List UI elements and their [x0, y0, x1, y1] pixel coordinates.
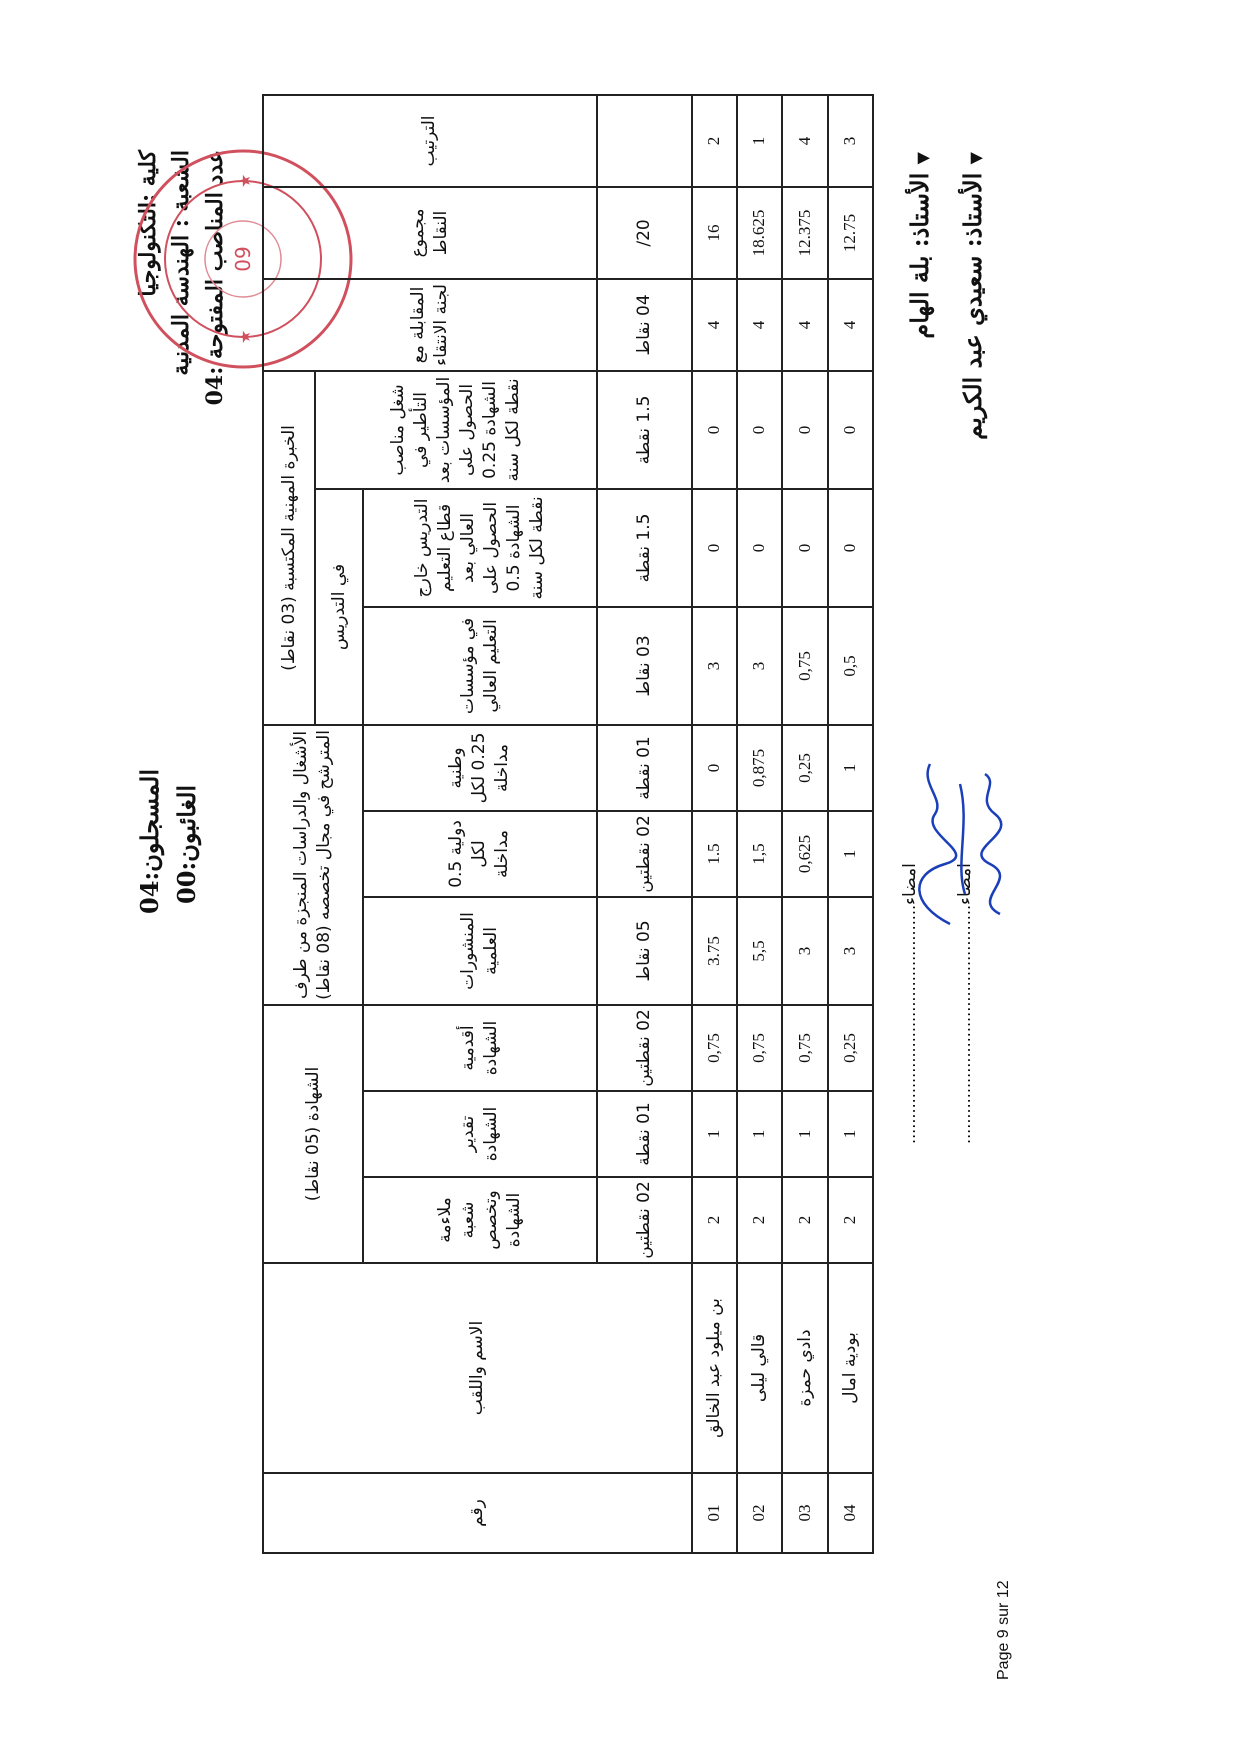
header-exp-position: شغل مناصب التأطير في المؤسسات بعد الحصول على الشهادة 0.25 نقطة لكل سنة	[315, 371, 596, 489]
cell-name: قالي ليلى	[737, 1263, 782, 1473]
header-international: دولية 0.5 لكل مداخلة	[363, 811, 597, 897]
table-row	[692, 95, 737, 1553]
dotted-line: ...............................................	[955, 904, 974, 1144]
cell-national: 0,875	[737, 725, 782, 811]
max-interview: 04 نقاط	[597, 279, 692, 371]
page-number: Page 9 sur 12	[995, 1580, 1012, 1680]
professor-2	[958, 152, 987, 440]
header-exp-outside: التدريس خارج قطاع التعليم العالي بعد الحصول على الشهادة 0.5 نقطة لكل سنة	[363, 489, 597, 607]
cell-exp-higher: 0,75	[782, 607, 827, 725]
registered-label: المسجلون:04	[135, 769, 164, 914]
signature-2	[950, 764, 1040, 924]
cell-exp-outside: 0	[737, 489, 782, 607]
cell-interview: 4	[692, 279, 737, 371]
max-exp-outside: 1.5 نقطة	[597, 489, 692, 607]
header-name: الاسم واللقب	[263, 1263, 692, 1473]
cell-name: دادي حمزة	[782, 1263, 827, 1473]
cell-exp-higher: 3	[737, 607, 782, 725]
cell-total: 12.375	[782, 187, 827, 279]
header-works-group: الأشغال والدراسات المنجزة من طرف المترشح في مجال تخصصه (08 نقاط)	[263, 725, 363, 1005]
cell-grade: 1	[828, 1091, 873, 1177]
max-exp-higher: 03 نقاط	[597, 607, 692, 725]
cell-num: 03	[782, 1473, 827, 1553]
cell-exp-higher: 3	[692, 607, 737, 725]
cell-international: 1	[828, 811, 873, 897]
max-exp-position: 1.5 نقطة	[597, 371, 692, 489]
cell-rank: 4	[782, 95, 827, 187]
svg-text:★: ★	[235, 173, 254, 188]
cell-num: 01	[692, 1473, 737, 1553]
professor-2-name: الأستاذ: سعيدي عبد الكريم	[958, 172, 987, 440]
header-publications: المنشورات العلمية	[363, 897, 597, 1005]
absent-label: الغائبون:00	[172, 784, 201, 904]
svg-text:★: ★	[235, 329, 254, 344]
cell-interview: 4	[828, 279, 873, 371]
cell-fit: 2	[782, 1177, 827, 1263]
table-row	[782, 95, 827, 1553]
max-fit: 02 نقطتين	[597, 1177, 692, 1263]
sign-label: امضاء	[900, 863, 920, 905]
cell-exp-position: 0	[782, 371, 827, 489]
cell-rank: 1	[737, 95, 782, 187]
max-international: 02 نقطتين	[597, 811, 692, 897]
cell-grade: 1	[692, 1091, 737, 1177]
svg-text:09: 09	[231, 246, 255, 272]
bullet-icon: ▼	[966, 152, 985, 165]
cell-exp-position: 0	[692, 371, 737, 489]
max-seniority: 02 نقطتين	[597, 1005, 692, 1091]
cell-national: 0,25	[782, 725, 827, 811]
positions-label: عدد المناصب المفتوحة :04	[202, 150, 228, 406]
cell-total: 18.625	[737, 187, 782, 279]
branch-label: الشعبة : الهندسة المدنية	[168, 150, 194, 376]
header-experience-group: الخبرة المهنية المكتسبة (03 نقاط)	[263, 371, 315, 725]
cell-publications: 3	[782, 897, 827, 1005]
cell-grade: 1	[782, 1091, 827, 1177]
header-national: وطنية 0.25 لكل مداخلة	[363, 725, 597, 811]
results-table	[262, 94, 874, 1554]
faculty-label: كلية :التكنولوجيا	[135, 150, 161, 297]
cell-num: 02	[737, 1473, 782, 1553]
max-rank-empty	[597, 95, 692, 187]
cell-total: 16	[692, 187, 737, 279]
header-rank: الترتيب	[263, 95, 597, 187]
professor-1-name: الأستاذ: بلة الهام	[905, 172, 934, 339]
cell-international: 1.5	[692, 811, 737, 897]
cell-grade: 1	[737, 1091, 782, 1177]
cell-name: بودية امال	[828, 1263, 873, 1473]
cell-total: 12.75	[828, 187, 873, 279]
cell-exp-position: 0	[737, 371, 782, 489]
header-total: مجموع النقاط	[263, 187, 597, 279]
cell-exp-outside: 0	[782, 489, 827, 607]
cell-name: بن ميلود عبد الخالق	[692, 1263, 737, 1473]
max-total: 20/	[597, 187, 692, 279]
table-row	[737, 95, 782, 1553]
header-fit: ملاءمة شعبة وتخصص الشهادة	[363, 1177, 597, 1263]
dotted-line: ...............................................	[900, 904, 919, 1144]
cell-exp-position: 0	[828, 371, 873, 489]
cell-publications: 3.75	[692, 897, 737, 1005]
cell-international: 1,5	[737, 811, 782, 897]
cell-seniority: 0,75	[737, 1005, 782, 1091]
bullet-icon: ▼	[913, 152, 932, 165]
cell-publications: 5,5	[737, 897, 782, 1005]
cell-num: 04	[828, 1473, 873, 1553]
table-row	[828, 95, 873, 1553]
cell-exp-higher: 0,5	[828, 607, 873, 725]
header-num: رقم	[263, 1473, 692, 1553]
cell-interview: 4	[737, 279, 782, 371]
cell-publications: 3	[828, 897, 873, 1005]
cell-fit: 2	[692, 1177, 737, 1263]
cell-fit: 2	[828, 1177, 873, 1263]
header-interview: المقابلة مع لجنة الانتقاء	[263, 279, 597, 371]
header-grade: تقدير الشهادة	[363, 1091, 597, 1177]
cell-seniority: 0,75	[692, 1005, 737, 1091]
cell-exp-outside: 0	[692, 489, 737, 607]
header-exp-higher: في مؤسسات التعليم العالي	[363, 607, 597, 725]
professor-1	[905, 152, 934, 339]
cell-national: 1	[828, 725, 873, 811]
cell-rank: 3	[828, 95, 873, 187]
cell-national: 0	[692, 725, 737, 811]
cell-fit: 2	[737, 1177, 782, 1263]
cell-international: 0,625	[782, 811, 827, 897]
cell-exp-outside: 0	[828, 489, 873, 607]
cell-rank: 2	[692, 95, 737, 187]
max-publications: 05 نقاط	[597, 897, 692, 1005]
header-seniority: أقدمية الشهادة	[363, 1005, 597, 1091]
cell-interview: 4	[782, 279, 827, 371]
max-national: 01 نقطة	[597, 725, 692, 811]
header-degree-group: الشهادة (05 نقاط)	[263, 1005, 363, 1263]
sign-label: امضاء	[955, 863, 975, 905]
cell-seniority: 0,25	[828, 1005, 873, 1091]
header-teaching-sub: في التدريس	[315, 489, 363, 725]
cell-seniority: 0,75	[782, 1005, 827, 1091]
max-grade: 01 نقطة	[597, 1091, 692, 1177]
